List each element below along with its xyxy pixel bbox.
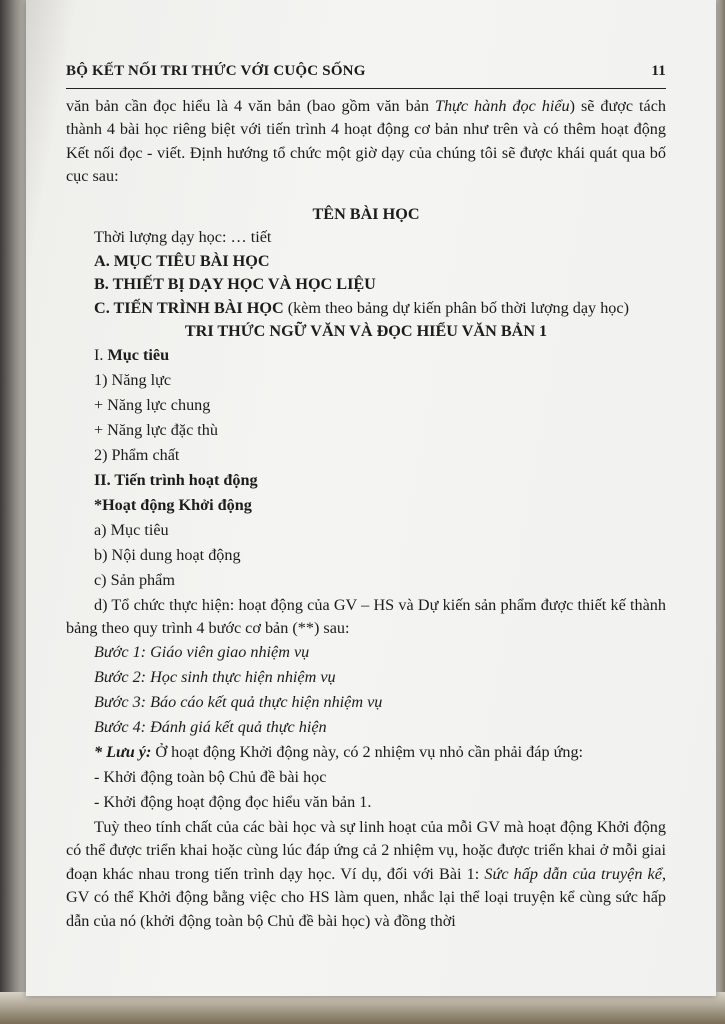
step-item: Bước 2: Học sinh thực hiện nhiệm vụ [94,667,336,686]
section-c-line [66,297,666,321]
objectives-list [66,344,666,593]
page-stack-edge [715,0,725,1024]
intro-text-1: văn bản cần đọc hiểu là 4 văn bản (bao gồm văn bản [66,96,435,115]
objectives-heading-text: Mục tiêu [107,345,170,364]
intro-text-italic: Thực hành đọc hiểu [434,96,570,115]
process-item: c) Sản phẩm [94,570,175,589]
objective-item: + Năng lực đặc thù [94,420,218,439]
book-page [26,0,716,996]
final-text-2: , GV có thể Khởi động bằng việc cho HS làm quen, nhắc lại thể loại truyện kể cùng sức hấp dẫn của nó (khởi động toàn bộ Chủ đề bài học) và đồng thời [66,864,666,930]
objective-item: 1) Năng lực [94,370,172,389]
table-surface [0,992,725,1024]
final-text-1: Tuỳ theo tính chất của các bài học và sự linh hoạt của mỗi GV mà hoạt động Khởi động có thể được triển khai hoặc cùng lúc đáp ứng cả 2 nhiệm vụ, hoặc được triển khai ở mỗi giai đoạn khác nhau trong tiến trình dạy học. Ví dụ, đối với Bài 1: [66,817,666,883]
step-item: Bước 3: Báo cáo kết quả thực hiện nhiệm vụ [94,692,383,711]
note-label: * Lưu ý: [94,742,152,761]
process-heading: II. Tiến trình hoạt động [94,470,258,489]
intro-text-2: ) sẽ được tách thành 4 bài học riêng biệt với tiến trình 4 hoạt động cơ bản như trên và có thêm hoạt động Kết nối đọc - viết. Định hướng tổ chức một giờ dạy của chúng tôi sẽ được khái quát qua bố cục sau: [66,96,666,185]
process-item: a) Mục tiêu [94,520,169,539]
objectives-heading-num: I. [94,345,108,364]
process-item: b) Nội dung hoạt động [94,545,241,564]
running-header [66,60,666,89]
steps-list [66,641,666,815]
objective-item: + Năng lực chung [94,395,211,414]
section-b-heading: B. THIẾT BỊ DẠY HỌC VÀ HỌC LIỆU [94,275,376,293]
page-number: 11 [651,63,666,79]
objectives-heading [94,344,666,368]
note-line [94,741,666,765]
section-c-note: (kèm theo bảng dự kiến phân bố thời lượng dạy học) [283,298,629,317]
objective-item: 2) Phẩm chất [94,445,180,464]
section-a-heading: A. MỤC TIÊU BÀI HỌC [94,251,270,270]
page-content [66,60,666,933]
step-item: Bước 4: Đánh giá kết quả thực hiện [94,717,327,736]
organize-paragraph: d) Tổ chức thực hiện: hoạt động của GV – HS và Dự kiến sản phẩm được thiết kế thành bảng theo quy trình 4 bước cơ bản (**) sau: [66,595,666,637]
task-item: - Khởi động toàn bộ Chủ đề bài học [94,767,327,786]
note-text: Ở hoạt động Khởi động này, có 2 nhiệm vụ nhỏ cần phải đáp ứng: [151,742,584,761]
duration-line: Thời lượng dạy học: … tiết [94,228,272,246]
section-c-heading: C. TIẾN TRÌNH BÀI HỌC [94,298,284,317]
intro-paragraph [66,95,666,189]
lesson-title: TÊN BÀI HỌC [312,204,420,223]
activity-heading: *Hoạt động Khởi động [94,495,252,514]
final-text-italic: Sức hấp dẫn của truyện kể [484,864,662,883]
task-item: - Khởi động hoạt động đọc hiểu văn bản 1. [94,792,372,811]
header-title: BỘ KẾT NỐI TRI THỨC VỚI CUỘC SỐNG [66,63,366,79]
step-item: Bước 1: Giáo viên giao nhiệm vụ [94,642,310,661]
knowledge-title: TRI THỨC NGỮ VĂN VÀ ĐỌC HIỂU VĂN BẢN 1 [184,322,548,340]
final-paragraph [66,816,666,934]
